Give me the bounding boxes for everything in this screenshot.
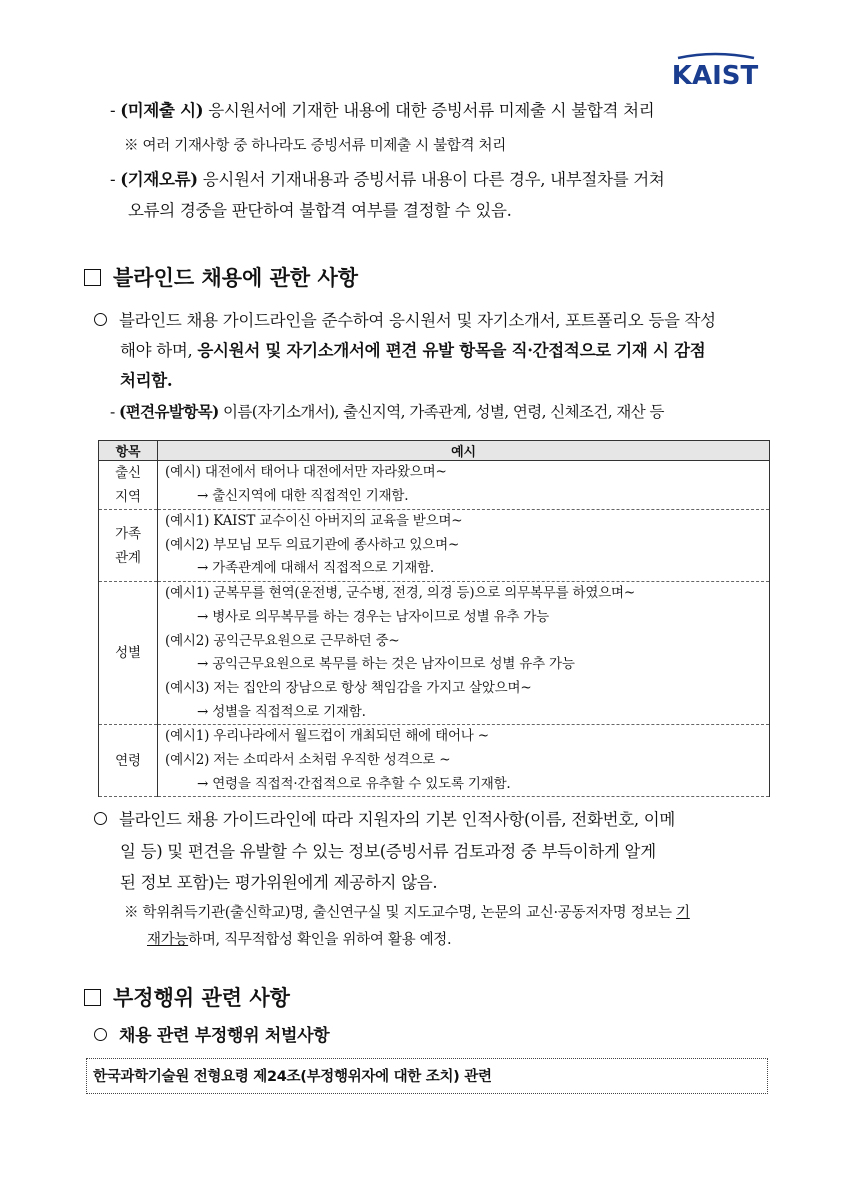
circle-bullet-icon [94,313,107,326]
example-line: → 성별을 직접적으로 기재함. [197,703,366,720]
top-line-4: 오류의 경중을 판단하여 불합격 여부를 결정할 수 있음. [128,201,512,220]
checkbox-square-icon [84,989,101,1006]
table-cell-item [99,725,158,797]
example-line: → 병사로 의무복무를 하는 경우는 남자이므로 성별 유추 가능 [197,608,550,625]
table-header-row [99,441,770,461]
bias-items-line: - (편견유발항목) 이름(자기소개서), 출신지역, 가족관계, 성별, 연령, 신체조건, 재산 등 [110,402,664,421]
misconduct-subheading: 채용 관련 부정행위 처벌사항 [94,1021,329,1046]
example-line: (예시1) 우리나라에서 월드컵이 개최되던 해에 태어나 ~ [165,728,489,745]
example-line: → 공익근무요원으로 복무를 하는 것은 남자이므로 성별 유추 가능 [197,656,575,673]
checkbox-square-icon [84,269,101,286]
blind-para-2-line-1: 블라인드 채용 가이드라인에 따라 지원자의 기본 인적사항(이름, 전화번호, 이메 [94,806,675,830]
table-header-item: 항목 [99,441,158,461]
table-row [99,461,770,510]
top-line-3: - (기재오류) 응시원서 기재내용과 증빙서류 내용이 다른 경우, 내부절차를 거쳐 [110,170,665,189]
table-header-example: 예시 [158,441,770,461]
example-line: (예시2) 저는 소띠라서 소처럼 우직한 성격으로 ~ [165,752,451,769]
circle-bullet-icon [94,812,107,825]
table-row [99,725,770,797]
table-cell-example [158,461,770,510]
item-label: 가족 [115,525,141,542]
table-cell-example [158,725,770,797]
example-line: (예시) 대전에서 태어나 대전에서만 자라왔으며~ [165,464,447,481]
blind-para-1-line-2: 해야 하며, 응시원서 및 자기소개서에 편견 유발 항목을 직·간접적으로 기재 시 감점 [120,341,706,360]
blind-para-2-line-3: 된 정보 포함)는 평가위원에게 제공하지 않음. [120,873,438,892]
table-cell-item [99,582,158,725]
top-note: ※ 여러 기재사항 중 하나라도 증빙서류 미제출 시 불합격 처리 [124,138,506,154]
example-line: (예시2) 공익근무요원으로 근무하던 중~ [165,632,400,649]
kaist-logo-text: KAIST [671,61,759,91]
note-line-1: ※ 학위취득기관(출신학교)명, 출신연구실 및 지도교수명, 논문의 교신·공동저자명 정보는 기 [124,905,690,921]
example-line: → 출신지역에 대한 직접적인 기재함. [197,488,409,504]
example-line: (예시3) 저는 집안의 장남으로 항상 책임감을 가지고 살았으며~ [165,679,532,696]
note-line-2: 재가능하며, 직무적합성 확인을 위하여 활용 예정. [147,932,452,948]
item-label: 관계 [115,549,141,566]
blind-para-2-line-2: 일 등) 및 편견을 유발할 수 있는 정보(증빙서류 검토과정 중 부득이하게 알게 [120,842,656,861]
item-label: 성별 [115,645,141,662]
example-line: (예시2) 부모님 모두 의료기관에 종사하고 있으며~ [165,536,460,553]
table-cell-example [158,582,770,725]
bias-examples-table [98,440,770,797]
circle-bullet-icon [94,1028,107,1041]
top-line-1: - (미제출 시) 응시원서에 기재한 내용에 대한 증빙서류 미제출 시 불합격 처리 [110,101,655,120]
table-row [99,510,770,582]
kaist-logo [670,52,760,92]
table-row [99,582,770,725]
example-line: → 가족관계에 대해서 직접적으로 기재함. [197,560,435,577]
table-cell-item [99,461,158,510]
blind-para-1-line-3: 처리함. [120,371,173,390]
item-label: 출신 [115,465,141,481]
example-line: (예시1) 군복무를 현역(운전병, 군수병, 전경, 의경 등)으로 의무복무를 하였으며~ [165,585,636,602]
regulation-box: 한국과학기술원 전형요령 제24조(부정행위자에 대한 조치) 관련 [86,1058,768,1094]
item-label: 지역 [115,489,141,505]
table-cell-item [99,510,158,582]
section-heading-blind: 블라인드 채용에 관한 사항 [84,262,358,292]
example-line: → 연령을 직접적·간접적으로 유추할 수 있도록 기재함. [197,775,511,792]
example-line: (예시1) KAIST 교수이신 아버지의 교육을 받으며~ [165,513,463,529]
section-heading-misconduct: 부정행위 관련 사항 [84,982,290,1012]
blind-para-1-line-1: 블라인드 채용 가이드라인을 준수하여 응시원서 및 자기소개서, 포트폴리오 등을 작성 [94,307,716,331]
table-cell-example [158,510,770,582]
item-label: 연령 [115,752,141,769]
